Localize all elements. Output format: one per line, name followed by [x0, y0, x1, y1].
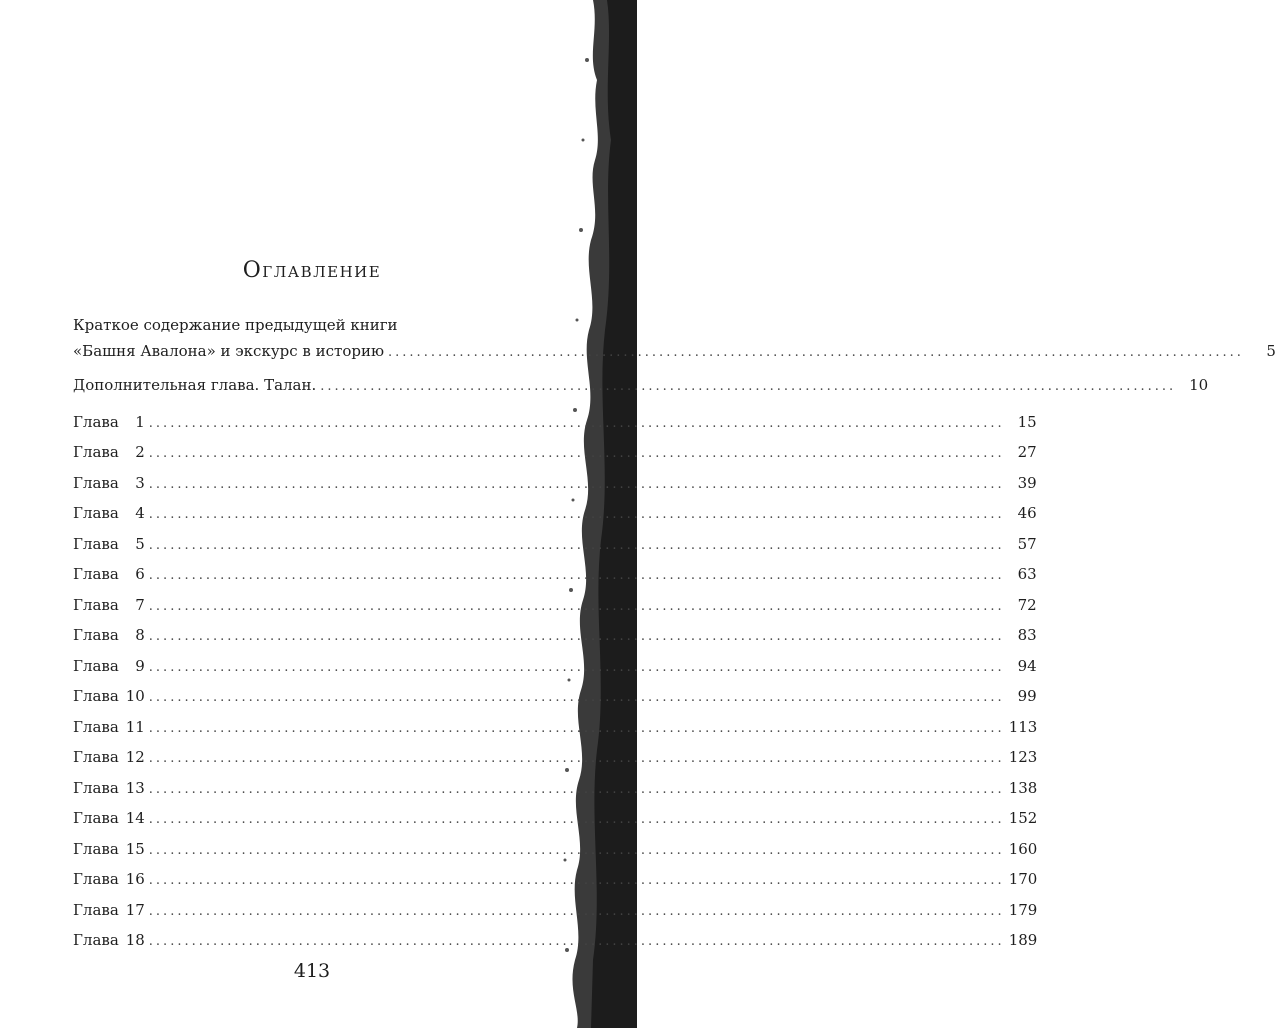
chapter-number: 15 [125, 839, 145, 858]
toc-entry-label [73, 773, 149, 804]
toc-entry-chapter[interactable] [73, 712, 1038, 743]
toc-entry-chapter[interactable] [73, 437, 1037, 468]
dot-leader: ........................................................................................................................ [148, 812, 1005, 827]
toc-page-number: 123 [1008, 748, 1038, 766]
chapter-word: Глава [73, 748, 119, 766]
toc-entry-chapter[interactable] [73, 803, 1038, 834]
chapter-word: Глава [73, 931, 119, 949]
toc-entry-chapter[interactable] [73, 620, 1037, 651]
toc-page-number: 57 [1017, 534, 1037, 553]
dot-leader: ........................................................................................................................ [148, 690, 1005, 705]
dot-leader: ........................................................................................................................ [148, 629, 1005, 644]
toc-page-number: 39 [1017, 473, 1037, 492]
toc-page-number: 94 [1017, 656, 1037, 675]
toc-entry-chapter[interactable] [73, 681, 1037, 712]
dot-leader: ........................................................................................................................ [148, 751, 1005, 766]
dot-leader: ........................................................................................................................ [148, 934, 1005, 949]
toc-entry-chapter[interactable] [73, 529, 1037, 560]
toc-title: Оглавление [242, 258, 382, 283]
toc-page-number: 160 [1008, 839, 1038, 858]
chapter-number: 12 [125, 748, 145, 766]
chapter-word: Глава [73, 839, 119, 858]
toc-entry-intro-line1: Краткое содержание предыдущей книги [73, 316, 398, 334]
dot-leader: ........................................................................................................................ [148, 476, 1005, 492]
chapter-word: Глава [73, 778, 119, 797]
dot-leader: ........................................................................................................................ [148, 659, 1005, 675]
toc-page-number: 63 [1017, 565, 1037, 583]
dot-leader: ........................................................................................................................ [148, 537, 1005, 553]
toc-entry-label [73, 437, 149, 468]
dot-leader: ........................................................................................................................ [148, 842, 1005, 858]
dot-leader: ........................................................................................................................ [148, 781, 1005, 797]
chapter-number: 9 [135, 656, 145, 675]
chapter-number: 10 [125, 687, 145, 705]
toc-entry-chapter[interactable] [73, 559, 1037, 590]
chapter-number: 11 [125, 717, 145, 736]
toc-page-number: 72 [1017, 595, 1037, 614]
chapter-number: 8 [135, 626, 145, 644]
toc-entry-intro[interactable] [73, 312, 1276, 364]
toc-entry-label [73, 803, 149, 834]
toc-entry-label [73, 498, 149, 529]
chapter-word: Глава [73, 809, 119, 827]
toc-entry-chapter[interactable] [73, 468, 1037, 499]
toc-entry-label [73, 651, 149, 682]
toc-page-number: 179 [1008, 900, 1038, 919]
toc-page-number: 99 [1017, 687, 1037, 705]
dot-leader: ........................................................................................................................ [388, 345, 1244, 360]
toc-entry-chapter[interactable] [73, 651, 1037, 682]
page-number: 413 [293, 960, 331, 982]
dot-leader: ........................................................................................................................ [148, 903, 1005, 919]
chapter-word: Глава [73, 443, 119, 461]
toc-entry-chapter[interactable] [73, 864, 1038, 895]
toc-entry-intro-line2: «Башня Авалона» и экскурс в историю [73, 342, 385, 360]
toc-entry-label [73, 590, 149, 621]
toc-entry-chapter[interactable] [73, 498, 1037, 529]
dot-leader: ........................................................................................................................ [148, 507, 1005, 522]
toc-page-number: 10 [1189, 376, 1209, 394]
chapter-number: 14 [125, 809, 145, 827]
toc-entry-chapter[interactable] [73, 895, 1038, 926]
chapter-number: 4 [135, 504, 145, 522]
dot-leader: ........................................................................................................................ [148, 873, 1005, 888]
dot-leader: ........................................................................................................................ [148, 598, 1005, 614]
dot-leader: ........................................................................................................................ [148, 446, 1005, 461]
chapter-number: 16 [125, 870, 145, 888]
toc-page-number: 46 [1017, 504, 1037, 522]
chapter-number: 13 [125, 778, 145, 797]
chapter-number: 5 [135, 534, 145, 553]
toc-page-number: 113 [1008, 717, 1038, 736]
toc-entry-label [73, 834, 149, 865]
chapter-number: 1 [135, 412, 145, 431]
toc-page-number: 27 [1017, 443, 1037, 461]
chapter-word: Глава [73, 595, 119, 614]
chapter-word: Глава [73, 412, 119, 431]
chapter-number: 18 [125, 931, 145, 949]
toc-page-number: 189 [1008, 931, 1038, 949]
chapter-word: Глава [73, 687, 119, 705]
toc-entry-chapter[interactable] [73, 742, 1038, 773]
dot-leader: ........................................................................................................................ [148, 415, 1005, 431]
toc-entry-label [73, 620, 149, 651]
chapter-word: Глава [73, 504, 119, 522]
toc-entry-extra[interactable] [73, 370, 1209, 401]
toc-entry-chapter[interactable] [73, 834, 1038, 865]
chapter-word: Глава [73, 534, 119, 553]
toc-entry-chapter[interactable] [73, 925, 1038, 956]
chapter-number: 3 [135, 473, 145, 492]
toc-entry-chapter[interactable] [73, 773, 1038, 804]
toc-entry-label [73, 407, 149, 438]
toc-entry-label [73, 559, 149, 590]
chapter-word: Глава [73, 473, 119, 492]
dot-leader: ........................................................................................................................ [320, 379, 1177, 394]
toc-page-number: 15 [1017, 412, 1037, 431]
toc-entry-label [73, 681, 149, 712]
chapter-number: 17 [125, 900, 145, 919]
toc-entry-label [73, 529, 149, 560]
toc-page-number: 138 [1008, 778, 1038, 797]
table-of-contents [73, 312, 1276, 956]
toc-entry-label [73, 925, 149, 956]
chapter-list [73, 407, 1038, 956]
chapter-word: Глава [73, 656, 119, 675]
chapter-number: 6 [135, 565, 145, 583]
chapter-word: Глава [73, 565, 119, 583]
dot-leader: ........................................................................................................................ [148, 568, 1005, 583]
dot-leader: ........................................................................................................................ [148, 720, 1005, 736]
toc-page-number: 83 [1017, 626, 1037, 644]
toc-entry-label [73, 468, 149, 499]
toc-page-number: 152 [1008, 809, 1038, 827]
toc-entry-label [73, 864, 149, 895]
toc-entry-chapter[interactable] [73, 590, 1037, 621]
toc-entry-label [73, 895, 149, 926]
chapter-word: Глава [73, 626, 119, 644]
toc-entry-chapter[interactable] [73, 407, 1037, 438]
toc-page-number: 5 [1266, 342, 1276, 360]
toc-entry-label [73, 712, 149, 743]
chapter-number: 7 [135, 595, 145, 614]
chapter-word: Глава [73, 870, 119, 888]
chapter-word: Глава [73, 717, 119, 736]
toc-entry-label [73, 742, 149, 773]
chapter-word: Глава [73, 900, 119, 919]
toc-page-number: 170 [1008, 870, 1038, 888]
toc-entry-label: Дополнительная глава. Талан. [73, 376, 317, 394]
chapter-number: 2 [135, 443, 145, 461]
